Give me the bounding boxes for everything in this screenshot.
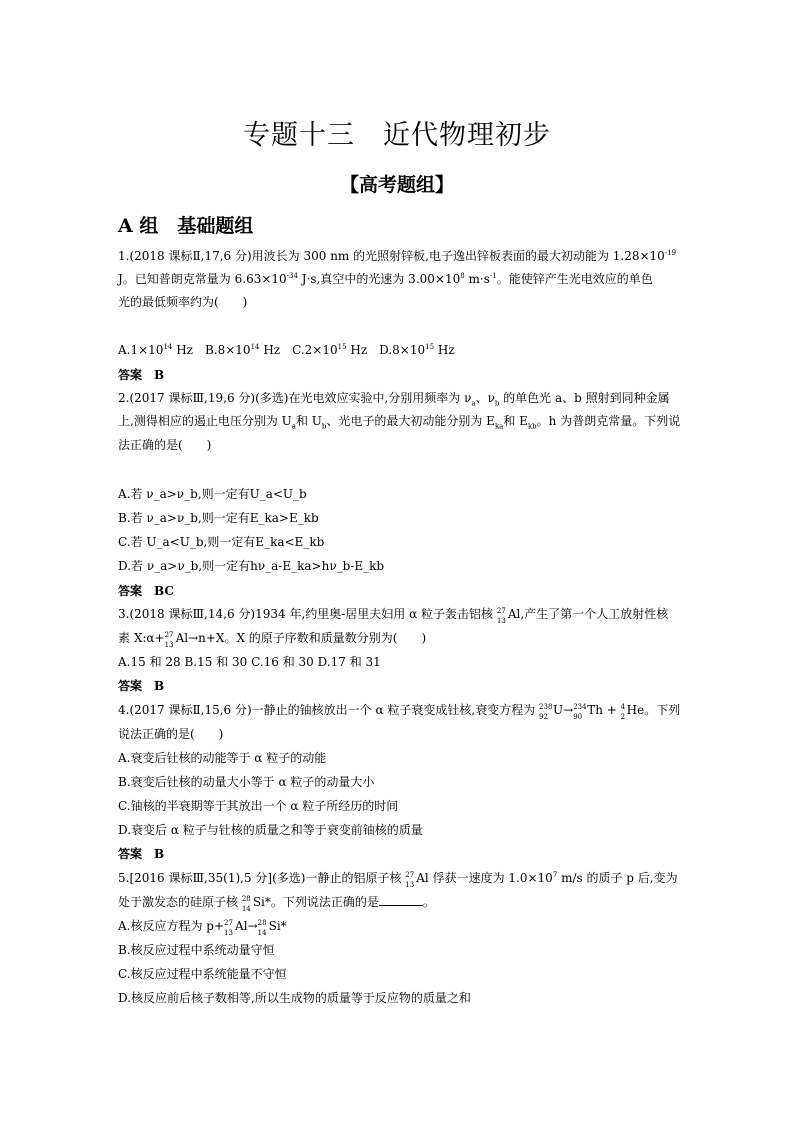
group-heading: A 组 基础题组	[118, 215, 254, 237]
q3-answer: 答案 B	[118, 679, 165, 693]
q1-answer: 答案 B	[118, 368, 165, 382]
uranium-nuclide: 238 92	[539, 703, 553, 721]
q2-line3: 法正确的是( )	[118, 438, 212, 452]
q4-option-d: D.衰变后 α 粒子与钍核的质量之和等于衰变前铀核的质量	[118, 823, 423, 837]
q3-line1: 3.(2018 课标Ⅲ,14,6 分)1934 年,约里奥-居里夫妇用 α 粒子轰击铝核 27 13 Al,产生了第一个人工放射性核	[118, 607, 669, 625]
q4-option-b: B.衰变后钍核的动量大小等于 α 粒子的动量大小	[118, 775, 375, 789]
aluminum-nuclide: 27 13	[405, 871, 415, 889]
q3-line2: 素 X:α+ 27 13 Al→n+X。X 的原子序数和质量数分别为( )	[118, 631, 427, 649]
q5-option-a: A.核反应方程为 p+ 27 13 Al→ 28 14 Si*	[118, 919, 287, 937]
q4-answer: 答案 B	[118, 847, 165, 861]
section-subtitle: 【高考题组】	[339, 174, 454, 196]
q2-line1: 2.(2017 课标Ⅲ,19,6 分)(多选)在光电效应实验中,分别用频率为 $\nu_a$、$\nu_b$ 的单色光 a、b 照射到同种金属	[118, 391, 670, 408]
q2-option-b: B.若 ν_a>ν_b,则一定有E_ka>E_kb	[118, 511, 319, 525]
q2-answer: 答案 BC	[118, 584, 174, 598]
q4-option-a: A.衰变后钍核的动能等于 α 粒子的动能	[118, 751, 327, 765]
q3-options: A.15 和 28 B.15 和 30 C.16 和 30 D.17 和 31	[118, 655, 381, 669]
q2-line2: 上,测得相应的遏止电压分别为 $U_a$和 $U_b$、光电子的最大初动能分别为 $E_{ka}$和 $E_{kb}$。h 为普朗克常量。下列说	[118, 414, 681, 431]
q2-option-d: D.若 ν_a>ν_b,则一定有hν_a-E_ka>hν_b-E_kb	[118, 559, 385, 573]
q1-line2: J。已知普朗克常量为 $6.63\times 10^{-34}$ J·s,真空中的光速为 $3.00\times 10^8$ $m\cdot s^{-1}$。能使锌产生光电效应的单色	[118, 272, 653, 286]
helium-nuclide: 4 2	[620, 703, 626, 721]
q4-line2: 说法正确的是( )	[118, 727, 224, 741]
q5-option-c: C.核反应过程中系统能量不守恒	[118, 967, 287, 981]
aluminum-nuclide: 27 13	[496, 607, 506, 625]
q1-options: $A.1\times 10^{14}$ Hz $B.8\times 10^{14}$ Hz $C.2\times 10^{15}$ Hz $D.8\times 10^{15}$ Hz	[118, 343, 455, 357]
silicon-nuclide: 28 14	[241, 895, 251, 913]
page-title: 专题十三 近代物理初步	[243, 120, 551, 151]
aluminum-nuclide: 27 13	[164, 631, 174, 649]
q2-option-c: C.若 U_a<U_b,则一定有E_ka<E_kb	[118, 535, 325, 549]
q1-line1: 1.(2018 课标Ⅱ,17,6 分)用波长为 300 nm 的光照射锌板,电子逸出锌板表面的最大初动能为 $1.28\times 10^{-19}$	[118, 249, 677, 263]
q4-option-c: C.铀核的半衰期等于其放出一个 α 粒子所经历的时间	[118, 799, 399, 813]
q1-line3: 光的最低频率约为( )	[118, 295, 248, 309]
q4-line1: 4.(2017 课标Ⅱ,15,6 分)一静止的铀核放出一个 α 粒子衰变成钍核,衰变方程为 238 92 U→ 234 90 Th + 4 2 He。下列	[118, 703, 681, 721]
silicon-nuclide: 28 14	[257, 919, 267, 937]
aluminum-nuclide: 27 13	[224, 919, 233, 937]
q5-line1: 5.[2016 课标Ⅲ,35(1),5 分](多选)一静止的铝原子核 27 13 Al 俘获一速度为 $1.0\times 10^7$ m/s 的质子 p 后,变为	[118, 871, 678, 889]
answer-blank	[379, 895, 423, 906]
q5-line2: 处于激发态的硅原子核 28 14 Si*。下列说法正确的是 。	[118, 895, 435, 913]
q2-option-a: A.若 ν_a>ν_b,则一定有U_a<U_b	[118, 487, 307, 501]
thorium-nuclide: 234 90	[573, 703, 587, 721]
q5-option-b: B.核反应过程中系统动量守恒	[118, 943, 275, 957]
q5-option-d: D.核反应前后核子数相等,所以生成物的质量等于反应物的质量之和	[118, 991, 471, 1005]
